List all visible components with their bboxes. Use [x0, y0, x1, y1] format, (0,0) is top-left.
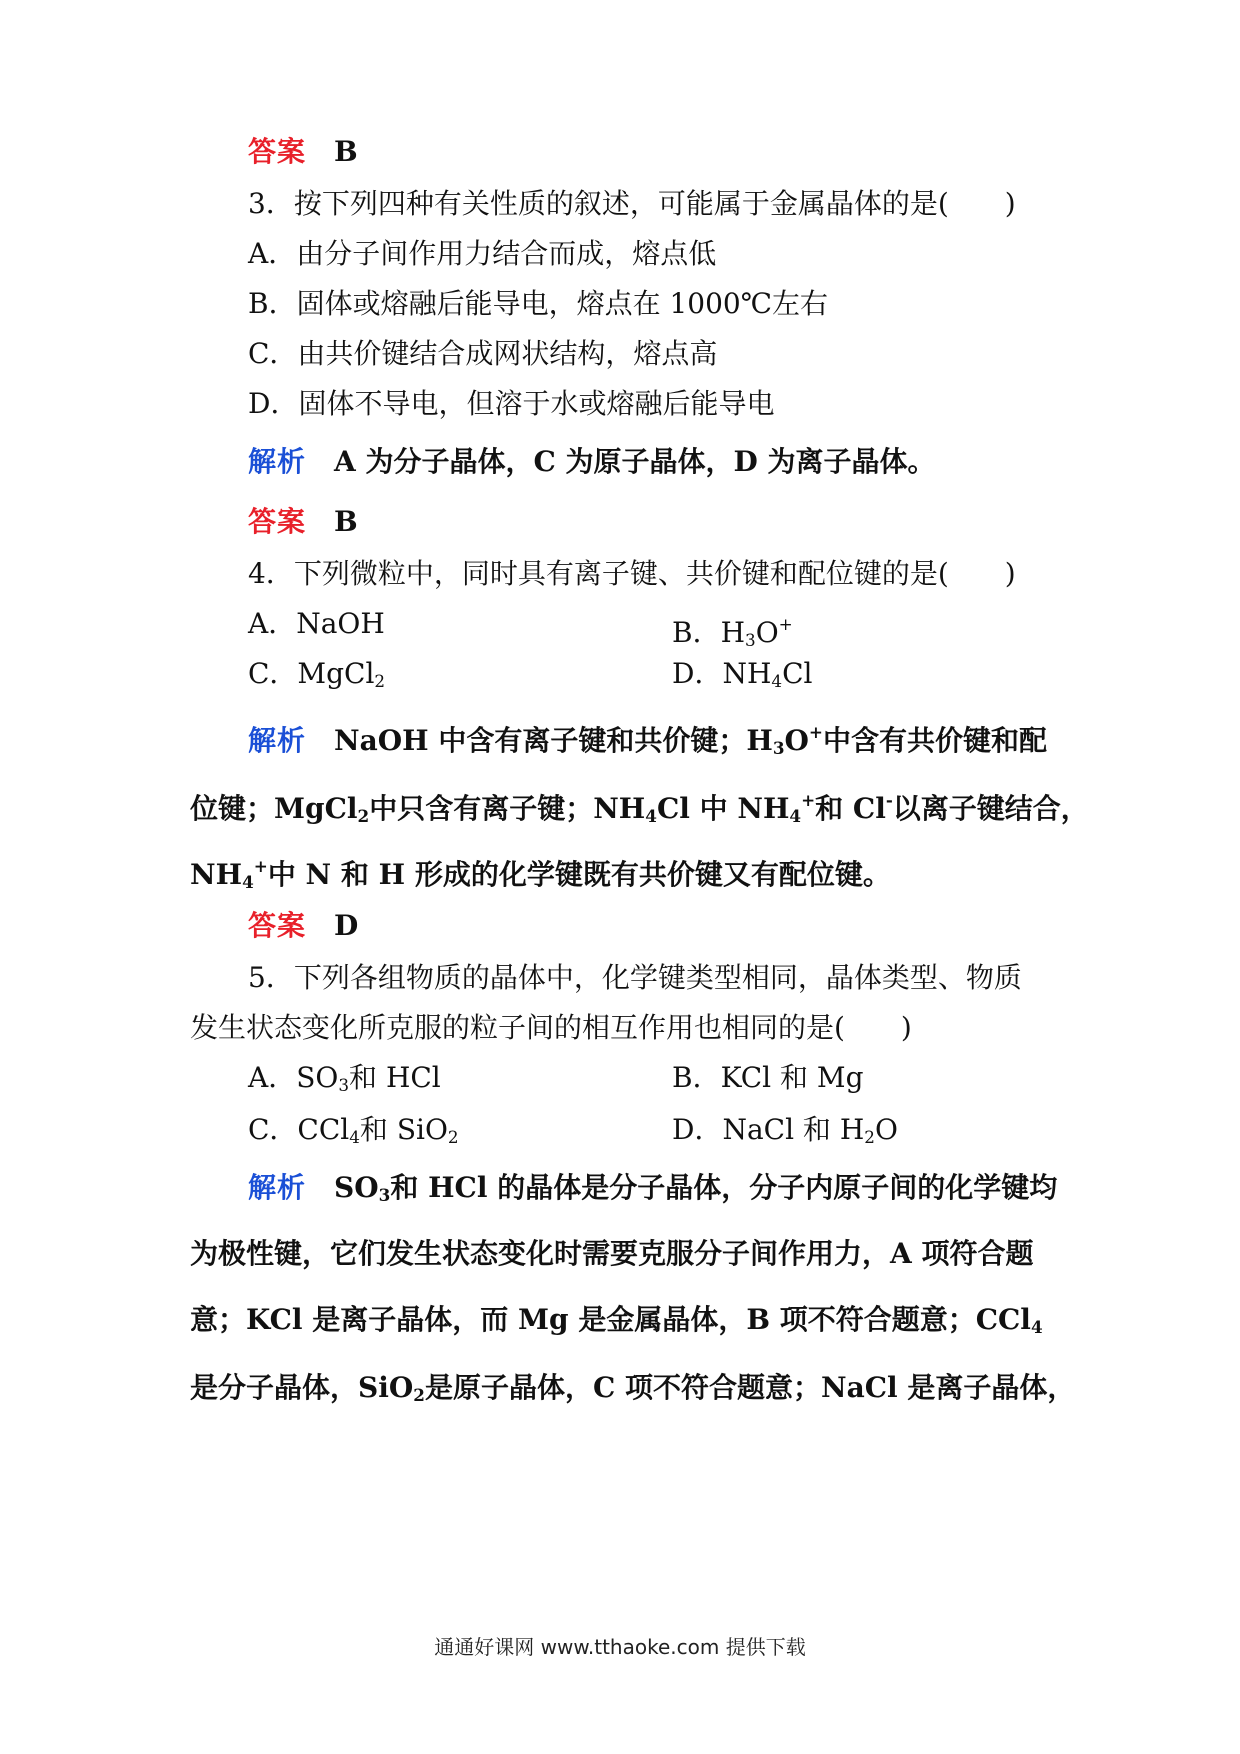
- q3-answer-value: B: [334, 505, 358, 538]
- q3-analysis: [248, 442, 936, 482]
- q5-analysis-line2: 为极性键，它们发生状态变化时需要克服分子间作用力，A 项符合题: [190, 1237, 1034, 1270]
- answer-label: 答案: [248, 505, 307, 538]
- q3-answer: [248, 502, 358, 542]
- q4-option-d: D．$NH_4Cl$: [672, 657, 813, 691]
- q5-option-a: A．$SO_3$和 HCl: [248, 1061, 441, 1095]
- q5-analysis-line3: 意；KCl 是离子晶体，而 Mg 是金属晶体，B 项不符合题意；CCl$_4$: [190, 1303, 1043, 1337]
- q3-stem: 3．按下列四种有关性质的叙述，可能属于金属晶体的是( ): [248, 187, 1016, 220]
- q5-option-d: D．NaCl 和 $H_2O$: [672, 1113, 898, 1147]
- q5-analysis-line1: 解析 $SO_3$和 HCl 的晶体是分子晶体，分子内原子间的化学键均: [248, 1171, 1058, 1205]
- q4-option-a: A．NaOH: [248, 607, 385, 640]
- answer-line-q2: [248, 132, 358, 172]
- q4-analysis-line3: $NH_4^+$中 N 和 H 形成的化学键既有共价键又有配位键。: [190, 856, 891, 892]
- q3-option-a: A．由分子间作用力结合而成，熔点低: [248, 237, 717, 270]
- q5-stem-line1: 5．下列各组物质的晶体中，化学键类型相同，晶体类型、物质: [248, 961, 1022, 994]
- q4-option-b: B．$H_3O^+$: [672, 614, 793, 650]
- analysis-label: 解析: [248, 724, 307, 757]
- q5-option-c: C．CCl$_4$和 SiO$_2$: [248, 1113, 459, 1147]
- q5-analysis-line4: 是分子晶体，SiO$_2$是原子晶体，C 项不符合题意；NaCl 是离子晶体，: [190, 1371, 1076, 1405]
- analysis-label: 解析: [248, 1171, 307, 1204]
- page-footer: 通通好课网 www.tthaoke.com 提供下载: [434, 1635, 806, 1659]
- q4-answer: [248, 906, 358, 946]
- q3-option-c: C．由共价键结合成网状结构，熔点高: [248, 337, 718, 370]
- q4-answer-value: D: [334, 909, 359, 942]
- q3-analysis-text: A 为分子晶体，C 为原子晶体，D 为离子晶体。: [334, 445, 936, 478]
- q3-option-d: D．固体不导电，但溶于水或熔融后能导电: [248, 387, 775, 420]
- answer-label: 答案: [248, 135, 307, 168]
- answer-value: B: [334, 135, 358, 168]
- analysis-label: 解析: [248, 445, 307, 478]
- q5-stem-line2: 发生状态变化所克服的粒子间的相互作用也相同的是( ): [190, 1011, 912, 1044]
- q4-option-c: C．MgCl$_2$: [248, 657, 386, 691]
- q3-option-b: B．固体或熔融后能导电，熔点在 1000℃左右: [248, 287, 829, 320]
- q4-analysis-line2: 位键；MgCl$_2$中只含有离子键；$NH_4Cl$ 中 $NH_4^+$和 Cl-以离子键结合，: [190, 790, 1089, 826]
- q4-stem: 4．下列微粒中，同时具有离子键、共价键和配位键的是( ): [248, 557, 1016, 590]
- answer-label: 答案: [248, 909, 307, 942]
- q5-option-b: B．KCl 和 Mg: [672, 1061, 864, 1094]
- q4-analysis-line1: 解析 NaOH 中含有离子键和共价键；$H_3O^+$中含有共价键和配: [248, 722, 1047, 758]
